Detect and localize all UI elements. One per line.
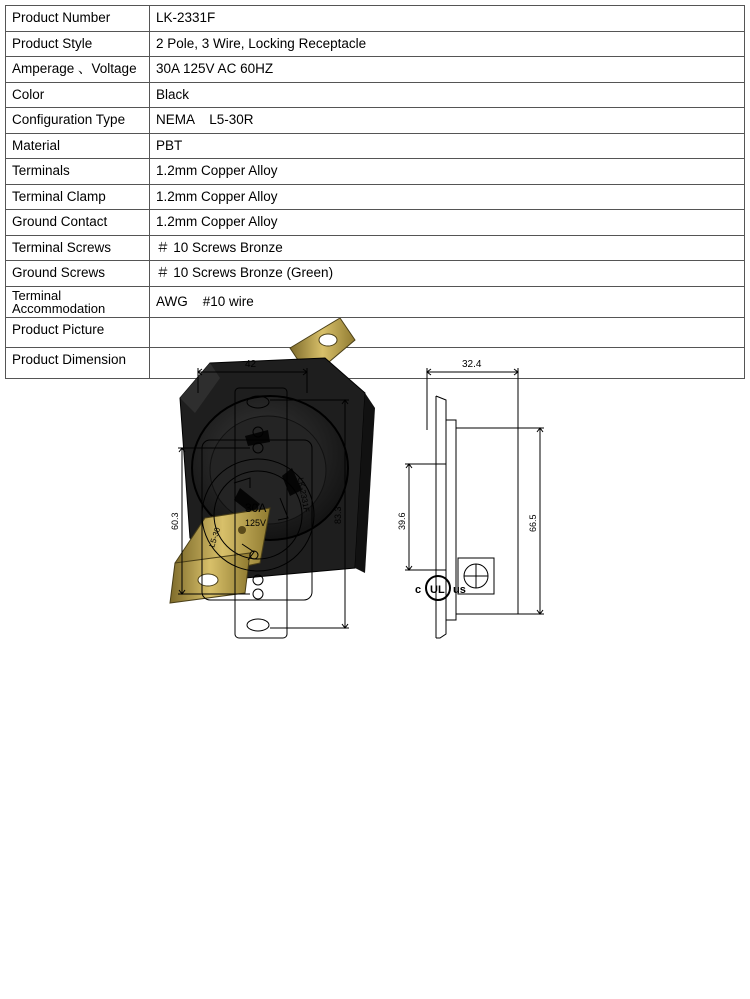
spec-label: Product Number [6,6,150,32]
side-view [397,359,544,638]
spec-row [6,82,745,108]
front-right-mark: LK-2331F [296,476,311,513]
front-height-outer: 83.3 [333,506,343,524]
spec-label: Terminal Clamp [6,184,150,210]
product-dimension-cell [150,348,745,549]
spec-label: Terminals [6,159,150,185]
front-left-mark: L5-30 [207,526,223,549]
dimension-row [6,348,745,379]
side-height-outer: 66.5 [528,514,538,532]
spec-value: AWG #10 wire [150,286,745,317]
ul-text: UL [430,583,445,596]
spec-row [6,57,745,83]
front-view [170,359,349,638]
spec-row [6,159,745,185]
spec-label: Terminal Accommodation [6,286,150,317]
spec-label: Configuration Type [6,108,150,134]
spec-row [6,108,745,134]
picture-row [6,317,745,348]
spec-row [6,31,745,57]
spec-label: Color [6,82,150,108]
spec-value: LK-2331F [150,6,745,32]
dimension-drawing [150,348,750,694]
picture-label: Product Picture [6,317,150,348]
spec-row [6,261,745,287]
spec-value: ＃ 10 Screws Bronze (Green) [150,261,745,287]
spec-value: 2 Pole, 3 Wire, Locking Receptacle [150,31,745,57]
front-height-inner: 60.3 [170,512,180,530]
spec-label: Amperage 、Voltage [6,57,150,83]
spec-row [6,184,745,210]
spec-label: Terminal Screws [6,235,150,261]
spec-value: PBT [150,133,745,159]
spec-value: 1.2mm Copper Alloy [150,159,745,185]
spec-value: Black [150,82,745,108]
spec-label: Product Style [6,31,150,57]
front-rating-v: 125V [245,518,267,528]
spec-label: Ground Screws [6,261,150,287]
spec-row [6,133,745,159]
ul-c: c [415,583,422,596]
spec-table [5,5,745,596]
spec-row [6,235,745,261]
spec-row [6,210,745,236]
spec-value: 1.2mm Copper Alloy [150,210,745,236]
front-rating-a: 30A [245,501,267,515]
side-width: 32.4 [462,359,482,370]
ul-us: us [453,583,466,596]
dimension-label: Product Dimension [6,348,150,379]
spec-value: 30A 125V AC 60HZ [150,57,745,83]
side-height-inner: 39.6 [397,512,407,530]
spec-row [6,286,745,317]
spec-label: Ground Contact [6,210,150,236]
spec-row [6,6,745,32]
spec-value: ＃ 10 Screws Bronze [150,235,745,261]
front-width: 42 [245,359,257,370]
spec-value: NEMA L5-30R [150,108,745,134]
spec-value: 1.2mm Copper Alloy [150,184,745,210]
spec-label: Material [6,133,150,159]
